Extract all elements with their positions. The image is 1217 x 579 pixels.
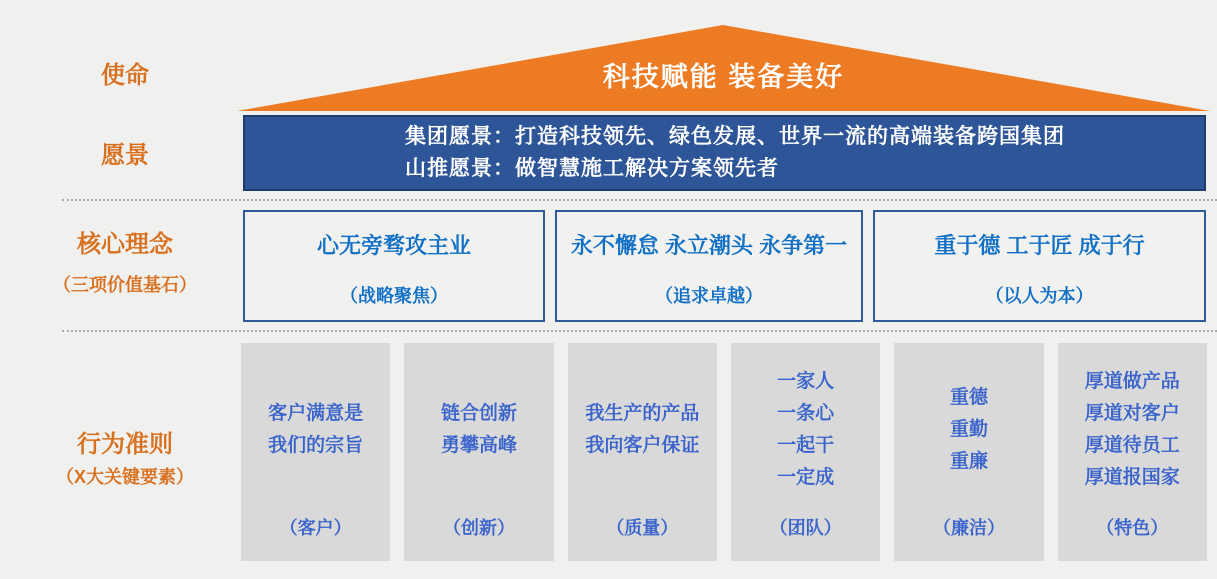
conduct-box-lines	[950, 343, 988, 517]
conduct-box-caption: （创新）	[442, 518, 515, 538]
mission-row-label: 使命	[101, 62, 149, 89]
conduct-row	[241, 343, 1207, 561]
conduct-line: 厚道报国家	[1084, 467, 1180, 488]
conduct-line: 我向客户保证	[585, 435, 700, 456]
conduct-line: 一定成	[777, 467, 835, 488]
core-value-box-strategy	[243, 210, 545, 322]
conduct-box-caption: （质量）	[606, 518, 679, 538]
conduct-line: 链合创新	[440, 403, 517, 424]
core-row-sublabel: （三项价值基石）	[53, 275, 197, 295]
vision-row-label: 愿景	[101, 142, 149, 169]
conduct-line: 重廉	[949, 451, 988, 472]
conduct-box-lines	[777, 343, 834, 517]
mission-statement: 科技赋能 装备美好	[602, 62, 845, 92]
conduct-box-caption: （廉洁）	[932, 518, 1005, 538]
conduct-box-caption: （客户）	[279, 518, 352, 538]
conduct-box-character	[1058, 343, 1207, 561]
core-value-caption: （以人为本）	[985, 285, 1094, 306]
core-values-row	[243, 210, 1206, 322]
core-row-label: 核心理念	[77, 231, 173, 258]
shantui-vision-line: 山推愿景：做智慧施工解决方案领先者	[405, 157, 779, 180]
conduct-line: 我们的宗旨	[268, 435, 364, 456]
core-value-box-people	[873, 210, 1206, 322]
conduct-line: 重勤	[949, 419, 988, 440]
vision-banner	[243, 115, 1206, 191]
conduct-line: 我生产的产品	[585, 403, 700, 424]
conduct-row-label: 行为准则	[77, 431, 173, 458]
conduct-box-customer	[241, 343, 390, 561]
core-value-title: 心无旁骛攻主业	[316, 232, 471, 258]
core-value-caption: （战略聚焦）	[340, 285, 448, 306]
core-value-caption: （追求卓越）	[655, 285, 763, 306]
core-value-box-excellence	[555, 210, 863, 322]
conduct-box-quality	[568, 343, 717, 561]
conduct-box-innovation	[404, 343, 553, 561]
conduct-box-lines	[268, 343, 363, 517]
conduct-line: 重德	[949, 387, 988, 408]
conduct-line: 客户满意是	[268, 403, 364, 424]
group-vision-line: 集团愿景：打造科技领先、绿色发展、世界一流的高端装备跨国集团	[405, 125, 1065, 148]
conduct-row-sublabel: （X大关键要素）	[55, 467, 194, 487]
core-value-title: 永不懈怠 永立潮头 永争第一	[570, 232, 848, 258]
conduct-line: 一家人	[777, 371, 835, 392]
conduct-box-caption: （特色）	[1096, 518, 1169, 538]
separator-dotted-top	[62, 199, 1217, 201]
conduct-box-integrity	[894, 343, 1043, 561]
core-value-title: 重于德 工于匠 成于行	[934, 232, 1145, 258]
conduct-line: 厚道待员工	[1084, 435, 1180, 456]
conduct-box-lines	[1085, 343, 1180, 517]
separator-dotted-bottom	[62, 330, 1217, 332]
conduct-box-team	[731, 343, 880, 561]
conduct-line: 一条心	[777, 403, 835, 424]
conduct-box-lines	[441, 343, 517, 517]
conduct-line: 一起干	[777, 435, 835, 456]
conduct-box-caption: （团队）	[769, 518, 842, 538]
conduct-line: 厚道对客户	[1084, 403, 1180, 424]
conduct-line: 厚道做产品	[1084, 371, 1180, 392]
conduct-line: 勇攀高峰	[440, 435, 517, 456]
conduct-box-lines	[585, 343, 699, 517]
